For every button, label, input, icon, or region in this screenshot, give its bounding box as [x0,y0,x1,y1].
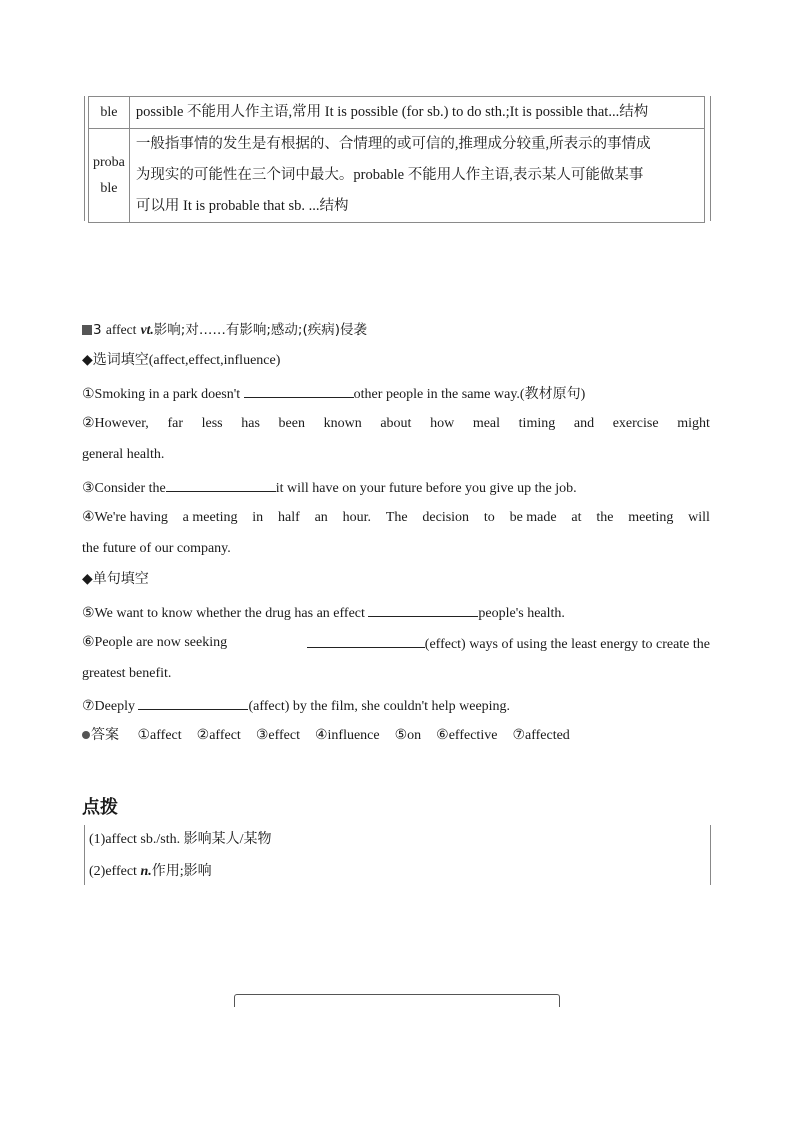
word: and [573,416,595,431]
question-2 [82,414,710,434]
answer-line [82,726,570,746]
question-4-cont: the future of our company. [82,541,231,556]
answer-item: ⑥effective [436,728,498,743]
word: be made [509,510,557,525]
word: timing [518,416,556,431]
word: hour. [342,510,371,525]
word: a meeting [182,510,238,525]
tip-line-1: (1)affect sb./sth. 影响某人/某物 [89,832,272,847]
question-1: ①Smoking in a park doesn't other people in the same way.(教材原句) [82,383,585,405]
word: half [278,510,300,525]
answer-item: ⑦affected [512,728,570,743]
table-desc-cell: possible 不能用人作主语,常用 It is possible (for sb.) to do sth.;It is possible that...结构 [129,97,704,129]
desc-line: 一般指事情的发生是有根据的、合情理的或可信的,推理成分较重,所表示的事情成 [135,136,651,152]
title-meaning: 影响;对……有影响;感动;(疾病)侵袭 [153,322,367,338]
answer-blank [138,695,248,710]
table-left-rule [84,96,85,221]
table-word-cell: ble [89,97,130,129]
tips-left-rule [84,825,85,885]
word: about [380,416,412,431]
part2-title: ◆单句填空 [82,572,149,587]
section-title: 3 affect vt.影响;对……有影响;感动;(疾病)侵袭 [82,320,367,340]
question-3: ③Consider the it will have on your future before you give up the job. [82,477,577,499]
tip-line-2: (2)effect n.作用;影响 [89,864,212,879]
part1-title: ◆选词填空(affect,effect,influence) [82,353,281,368]
answer-blank [307,633,425,648]
word: decision [422,510,470,525]
word: will [688,510,710,525]
word-part: proba [93,154,125,170]
answer-item: ⑤on [394,728,422,743]
footer-frame [234,994,560,1007]
answer-blank [368,602,478,617]
word: meal [472,416,501,431]
question-7: ⑦Deeply (affect) by the film, she couldn't help weeping. [82,695,510,717]
question-6-cont: greatest benefit. [82,666,172,681]
answer-list [123,728,570,743]
word: might [677,416,710,431]
answer-label: 答案 [91,728,119,743]
answer-blank [166,477,276,492]
word: how [430,416,455,431]
table-row [89,129,705,223]
answer-blank [244,383,354,398]
word: The [385,510,408,525]
tips-heading: 点拨 [82,797,118,818]
word: an [314,510,328,525]
word: far [167,416,183,431]
word: the [596,510,614,525]
word: to [483,510,495,525]
word-part: ble [100,180,118,196]
question-4 [82,508,710,528]
word: at [571,510,582,525]
word: less [201,416,223,431]
table-desc-cell [129,129,704,223]
question-2-cont: general health. [82,447,165,462]
answer-marker-icon [82,731,90,739]
tips-right-rule [710,825,711,885]
answer-item: ②affect [196,728,241,743]
question-6: ⑥People are now seeking (effect) ways of using the least energy to create the [82,635,710,652]
word-comparison-table [88,96,705,223]
word: ④We're having [82,510,168,525]
word: in [252,510,264,525]
word: has [241,416,260,431]
word: known [323,416,362,431]
title-word: affect [105,322,137,337]
table-row [89,97,705,129]
answer-item: ①affect [137,728,182,743]
square-marker-icon [82,325,92,335]
answer-item: ③effect [255,728,300,743]
question-5: ⑤We want to know whether the drug has an effect people's health. [82,602,565,624]
word: meeting [628,510,674,525]
answer-item: ④influence [314,728,380,743]
table-right-rule [710,96,711,221]
title-pos: vt. [140,322,154,337]
desc-line: 可以用 It is probable that sb. ...结构 [135,198,349,214]
word: exercise [612,416,659,431]
word: been [278,416,305,431]
word: ②However, [82,416,149,431]
desc-line: 为现实的可能性在三个词中最大。probable 不能用人作主语,表示某人可能做某事 [135,167,644,183]
table-word-cell [89,129,130,223]
